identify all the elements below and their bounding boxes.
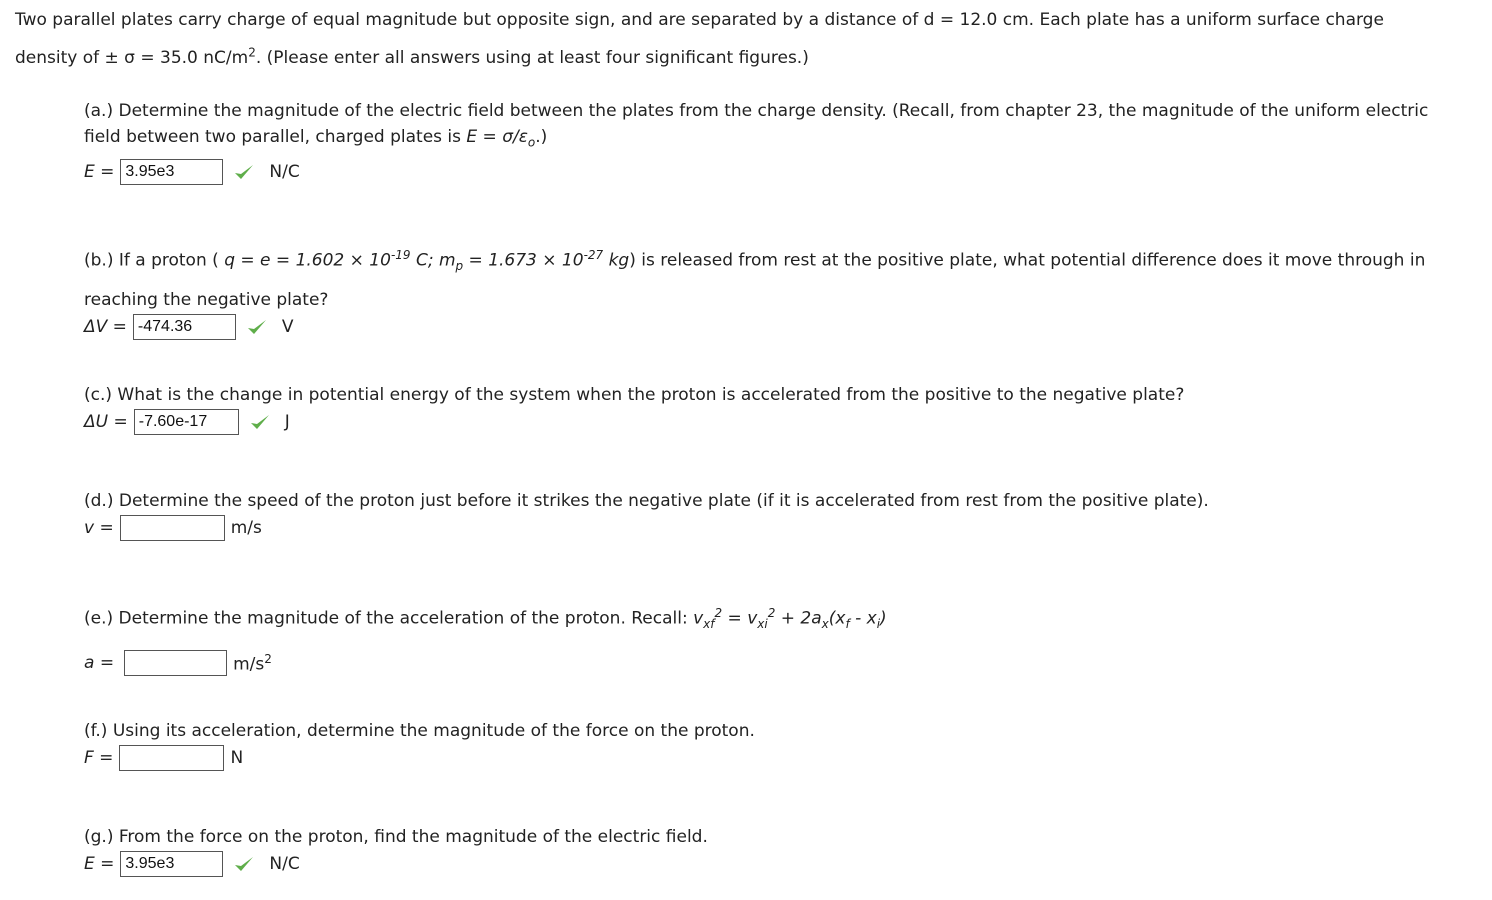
check-icon: [244, 314, 270, 340]
part-b-answer-input[interactable]: [133, 314, 236, 340]
part-b-label: ΔV =: [84, 317, 127, 338]
part-f-answer-row: [84, 744, 1484, 772]
part-g: [84, 824, 1484, 878]
part-d-answer-input[interactable]: [120, 515, 225, 541]
part-f: [84, 718, 1484, 772]
part-a-unit: N/C: [269, 162, 300, 183]
part-e-unit: $m/s^2$: [233, 651, 272, 675]
part-e-answer-row: [84, 649, 1484, 677]
part-f-unit: N: [230, 748, 244, 768]
part-a-answer-input[interactable]: [120, 159, 223, 185]
part-e-label: a =: [84, 653, 115, 674]
part-f-answer-input[interactable]: [119, 745, 224, 771]
problem-statement: [15, 4, 1475, 74]
part-b-question: (b.) If a proton ( $q = e = 1.602 \times 10^{-19}$ C; $m_p = 1.673 \times 10^{-27}$ kg) is released from rest at the positive plate, what potential difference does it move through in reaching the negative plate?: [84, 248, 1426, 311]
part-c-answer-row: [84, 408, 1484, 436]
part-a: [84, 98, 1484, 186]
part-c-unit: J: [284, 412, 290, 432]
part-g-answer-input[interactable]: [120, 851, 223, 877]
part-a-label: E =: [84, 162, 115, 183]
part-f-label: F =: [84, 748, 114, 768]
part-c-question: (c.) What is the change in potential energy of the system when the proton is accelerated from the positive to the negative plate?: [84, 385, 1185, 405]
part-d-label: v =: [84, 518, 114, 538]
part-g-label: E =: [84, 854, 115, 874]
part-e-question: (e.) Determine the magnitude of the acceleration of the proton. Recall: $v_{xf}^2 = v_{xi}^2 + 2a_x(x_f - x_i)$: [84, 606, 887, 632]
part-g-answer-row: [84, 850, 1484, 878]
part-d: [84, 488, 1484, 542]
part-b-unit: V: [281, 317, 294, 338]
intro-line2: density of ± σ = 35.0 $nC/m^2$. (Please enter all answers using at least four significant figures.): [15, 45, 809, 68]
part-d-answer-row: [84, 514, 1484, 542]
part-e-answer-input[interactable]: [124, 650, 227, 676]
part-e: [84, 596, 1484, 677]
part-g-question: (g.) From the force on the proton, find the magnitude of the electric field.: [84, 827, 708, 847]
intro-line1: Two parallel plates carry charge of equal magnitude but opposite sign, and are separated by a distance of d = 12.0 cm. Each plate has a uniform surface charge: [15, 10, 1384, 30]
part-c: [84, 382, 1484, 436]
part-a-question: (a.) Determine the magnitude of the electric field between the plates from the charge density. (Recall, from chapter 23, the magnitude of the uniform electric field between two parallel, charged plates is $E = \sigma/\varepsilon_o$.): [84, 101, 1429, 150]
part-d-unit: m/s: [230, 518, 262, 538]
check-icon: [231, 851, 257, 877]
part-b: [84, 238, 1484, 341]
part-g-unit: N/C: [269, 854, 300, 874]
part-c-answer-input[interactable]: [134, 409, 239, 435]
part-a-answer-row: [84, 158, 1484, 186]
check-icon: [247, 409, 273, 435]
part-f-question: (f.) Using its acceleration, determine the magnitude of the force on the proton.: [84, 721, 755, 741]
check-icon: [231, 159, 257, 185]
part-d-question: (d.) Determine the speed of the proton just before it strikes the negative plate (if it is accelerated from rest from the positive plate).: [84, 491, 1209, 511]
part-b-answer-row: [84, 313, 1484, 341]
part-c-label: ΔU =: [84, 412, 128, 432]
